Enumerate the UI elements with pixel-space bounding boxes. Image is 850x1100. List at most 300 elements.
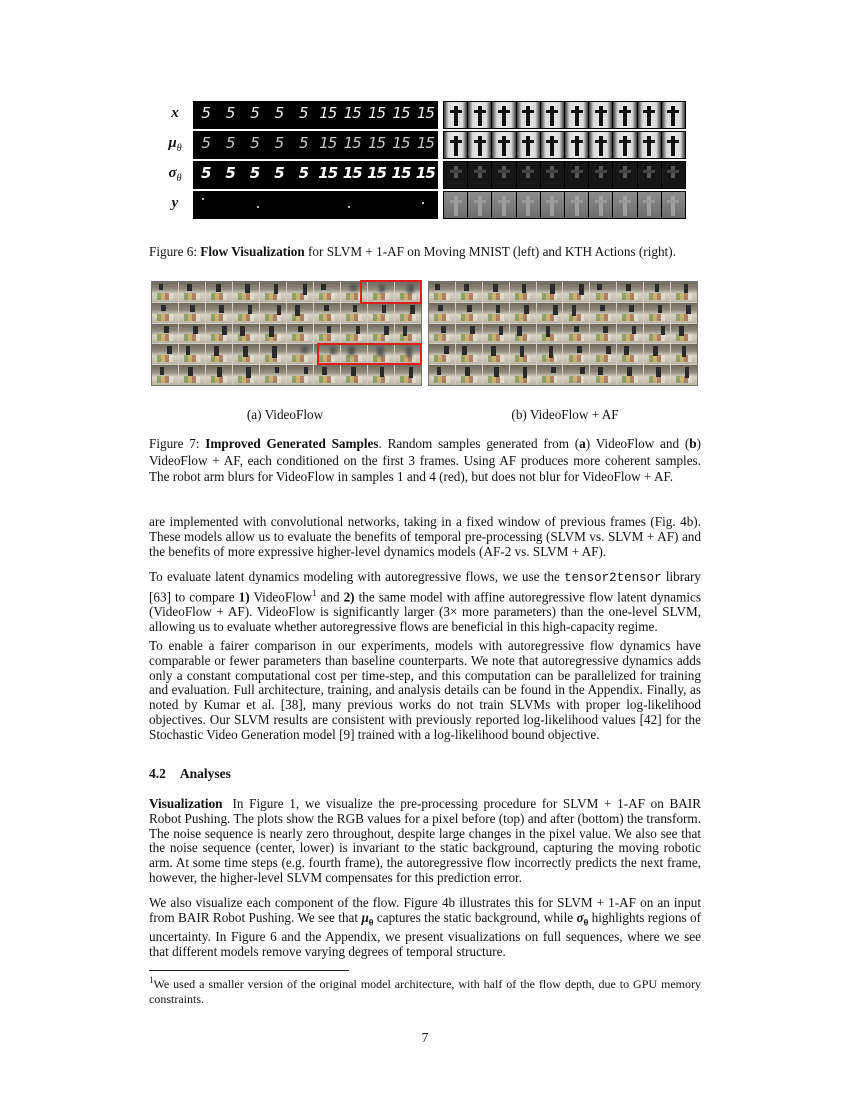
robot-arm bbox=[403, 326, 408, 336]
robot-arm bbox=[577, 346, 582, 353]
mnist-frame bbox=[243, 102, 266, 128]
sample-frame bbox=[152, 303, 178, 323]
robot-arm bbox=[382, 305, 387, 314]
kth-frame bbox=[517, 192, 540, 218]
digit-glyph: 5 bbox=[200, 164, 211, 182]
kth-frame bbox=[613, 102, 636, 128]
sample-frame bbox=[287, 365, 313, 385]
kth-frame bbox=[638, 162, 661, 188]
mnist-frame bbox=[414, 132, 437, 158]
digit-glyph: 5 bbox=[250, 134, 259, 152]
sample-frame bbox=[260, 282, 286, 302]
robot-arm bbox=[496, 305, 501, 314]
robot-arm bbox=[219, 305, 224, 314]
kth-frame bbox=[638, 102, 661, 128]
sample-frame bbox=[671, 365, 697, 385]
sample-frame bbox=[590, 282, 616, 302]
person-silhouette bbox=[599, 106, 603, 126]
sample-frame bbox=[483, 344, 509, 364]
robot-arm bbox=[553, 305, 558, 315]
robot-arm bbox=[353, 305, 358, 313]
kth-frame bbox=[517, 162, 540, 188]
person-arms bbox=[643, 140, 655, 143]
mnist-frame bbox=[194, 102, 217, 128]
robot-arm bbox=[491, 346, 496, 356]
kth-frame bbox=[468, 102, 491, 128]
robot-arm bbox=[653, 346, 658, 356]
person-arms bbox=[667, 200, 679, 203]
sample-frame bbox=[563, 303, 589, 323]
robot-arm bbox=[193, 326, 198, 334]
robot-arm bbox=[327, 326, 332, 333]
mnist-frame bbox=[389, 192, 412, 218]
person-silhouette bbox=[623, 136, 627, 156]
robot-arm bbox=[523, 367, 528, 378]
sample-frame bbox=[179, 282, 205, 302]
sample-frame bbox=[341, 365, 367, 385]
sample-frame bbox=[152, 282, 178, 302]
sample-frame bbox=[233, 344, 259, 364]
mnist-frame bbox=[414, 162, 437, 188]
row-label-x: x bbox=[171, 105, 179, 121]
sample-frame bbox=[314, 303, 340, 323]
person-arms bbox=[522, 170, 534, 173]
person-arms bbox=[619, 110, 631, 113]
kth-frame bbox=[492, 162, 515, 188]
digit-glyph: 5 bbox=[201, 104, 210, 122]
mnist-frame bbox=[267, 102, 290, 128]
robot-arm bbox=[356, 326, 361, 334]
sample-frame bbox=[206, 303, 232, 323]
robot-arm bbox=[661, 326, 666, 335]
robot-arm bbox=[465, 367, 470, 376]
videoflow-af-samples-grid bbox=[428, 281, 698, 386]
mnist-frame bbox=[218, 162, 241, 188]
person-arms bbox=[619, 140, 631, 143]
person-arms bbox=[498, 200, 510, 203]
robot-arm bbox=[380, 367, 385, 377]
robot-arm bbox=[214, 346, 219, 356]
sample-frame bbox=[179, 344, 205, 364]
digit-glyph: 15 bbox=[391, 164, 411, 182]
robot-arm bbox=[579, 284, 584, 295]
sample-frame bbox=[260, 365, 286, 385]
person-arms bbox=[474, 200, 486, 203]
mnist-frame bbox=[389, 162, 412, 188]
robot-arm bbox=[493, 284, 498, 292]
robot-arm bbox=[600, 305, 605, 312]
sample-frame bbox=[152, 324, 178, 344]
sample-frame bbox=[206, 365, 232, 385]
row-label-y: y bbox=[171, 195, 179, 211]
mnist-frame bbox=[365, 192, 388, 218]
sample-frame bbox=[179, 303, 205, 323]
robot-arm bbox=[216, 284, 221, 292]
sample-frame bbox=[368, 365, 394, 385]
robot-arm bbox=[470, 326, 475, 334]
digit-glyph: 15 bbox=[392, 104, 410, 122]
robot-arm bbox=[549, 346, 554, 358]
person-arms bbox=[498, 140, 510, 143]
robot-arm bbox=[550, 284, 555, 294]
mnist-frame bbox=[389, 132, 412, 158]
residual-dot bbox=[348, 206, 350, 208]
mnist-frame bbox=[292, 102, 315, 128]
sample-frame bbox=[537, 303, 563, 323]
digit-glyph: 5 bbox=[274, 134, 284, 152]
kth-frame bbox=[589, 102, 612, 128]
sample-frame bbox=[260, 303, 286, 323]
robot-arm bbox=[321, 284, 326, 290]
sample-frame bbox=[537, 324, 563, 344]
robot-arm bbox=[243, 346, 248, 357]
sample-frame bbox=[429, 282, 455, 302]
person-arms bbox=[643, 200, 655, 203]
kth-frame bbox=[444, 192, 467, 218]
kth-frame bbox=[541, 132, 564, 158]
robot-arm bbox=[190, 305, 195, 313]
sample-frame bbox=[617, 344, 643, 364]
robot-arm bbox=[679, 326, 684, 336]
robot-arm bbox=[303, 284, 308, 295]
person-arms bbox=[595, 170, 607, 173]
mnist-frame bbox=[243, 162, 266, 188]
person-arms bbox=[595, 110, 607, 113]
sample-frame bbox=[233, 282, 259, 302]
sample-frame bbox=[287, 324, 313, 344]
sample-frame bbox=[429, 324, 455, 344]
robot-arm bbox=[572, 305, 577, 316]
figure-6 bbox=[160, 98, 700, 218]
robot-arm bbox=[441, 326, 446, 333]
robot-arm bbox=[686, 305, 691, 315]
robot-arm bbox=[304, 367, 309, 374]
person-arms bbox=[450, 140, 462, 143]
mnist-frame bbox=[292, 132, 315, 158]
digit-glyph: 15 bbox=[319, 104, 337, 122]
sample-frame bbox=[537, 282, 563, 302]
mnist-frame bbox=[194, 132, 217, 158]
robot-arm bbox=[598, 367, 603, 375]
person-arms bbox=[667, 140, 679, 143]
sample-frame bbox=[152, 344, 178, 364]
sample-frame bbox=[314, 282, 340, 302]
sample-frame bbox=[287, 303, 313, 323]
person-arms bbox=[667, 110, 679, 113]
sample-frame bbox=[287, 344, 313, 364]
person-silhouette bbox=[671, 136, 675, 156]
robot-arm bbox=[462, 346, 467, 355]
sample-frame bbox=[563, 282, 589, 302]
digit-glyph: 15 bbox=[392, 134, 410, 152]
person-arms bbox=[474, 110, 486, 113]
digit-glyph: 15 bbox=[343, 104, 361, 122]
sample-frame bbox=[590, 303, 616, 323]
blur-highlight-sample-4 bbox=[317, 343, 422, 365]
robot-arm bbox=[655, 284, 660, 292]
kth-frame bbox=[613, 162, 636, 188]
sample-frame bbox=[206, 324, 232, 344]
robot-arm bbox=[494, 367, 499, 377]
robot-arm bbox=[324, 305, 329, 312]
kth-frame bbox=[638, 132, 661, 158]
figure-7-caption: Figure 7: Improved Generated Samples. Random samples generated from (a) VideoFlow and (b) VideoFlow + AF, each conditioned on the first 3 frames. Using AF produces more coherent samples. The robot arm blurs for VideoFlow in samples 1 and 4 (red), but does not blur for VideoFlow + AF. bbox=[149, 436, 701, 484]
robot-arm bbox=[580, 367, 585, 374]
person-arms bbox=[450, 110, 462, 113]
robot-arm bbox=[160, 367, 165, 375]
person-arms bbox=[595, 140, 607, 143]
sample-frame bbox=[368, 324, 394, 344]
person-arms bbox=[546, 200, 558, 203]
robot-arm bbox=[187, 284, 192, 291]
sample-frame bbox=[314, 324, 340, 344]
robot-arm bbox=[444, 346, 449, 354]
paragraph-visualization: Visualization In Figure 1, we visualize the pre-processing procedure for SLVM + 1-AF on BAIR Robot Pushing. The plots show the RGB values for a pixel before (top) and after (bottom) the transform. The noise sequence is nearly zero throughout, despite large changes in the pixel value. We also see that the noise sequence (center, lower) is invariant to the static background, capturing the moving robotic arm. At some time steps (e.g. fourth frame), the autoregressive flow incorrectly predicts the next frame, however, the higher-level SLVM compensates for this prediction error. bbox=[149, 796, 701, 885]
robot-arm bbox=[656, 367, 661, 377]
mnist-frame bbox=[316, 102, 339, 128]
person-silhouette bbox=[623, 106, 627, 126]
robot-arm bbox=[409, 367, 414, 378]
person-silhouette bbox=[478, 136, 482, 156]
robot-arm bbox=[551, 367, 556, 373]
robot-arm bbox=[351, 367, 356, 376]
person-silhouette bbox=[599, 136, 603, 156]
sample-frame bbox=[429, 344, 455, 364]
mnist-frame bbox=[340, 192, 363, 218]
kth-frame bbox=[541, 162, 564, 188]
robot-arm bbox=[467, 305, 472, 313]
sample-frame bbox=[671, 344, 697, 364]
digit-glyph: 15 bbox=[319, 134, 337, 152]
mnist-frame bbox=[267, 192, 290, 218]
mnist-frame bbox=[414, 192, 437, 218]
sample-frame bbox=[456, 303, 482, 323]
robot-arm bbox=[164, 326, 169, 333]
kth-frame bbox=[492, 102, 515, 128]
kth-frame bbox=[589, 192, 612, 218]
person-arms bbox=[522, 110, 534, 113]
robot-arm bbox=[627, 367, 632, 376]
paragraph-1: are implemented with convolutional networks, taking in a fixed window of previous frames (Fig. 4b). These models allow us to evaluate the benefits of temporal pre-processing (SLVM vs. SLVM + AF) and the benefits of more expressive higher-level dynamics models (AF-2 vs. SLVM + AF). bbox=[149, 514, 701, 559]
robot-arm bbox=[606, 346, 611, 354]
robot-arm bbox=[597, 284, 602, 290]
person-arms bbox=[643, 170, 655, 173]
kth-frame bbox=[613, 132, 636, 158]
kth-frame bbox=[492, 192, 515, 218]
person-arms bbox=[546, 110, 558, 113]
robot-arm bbox=[682, 346, 687, 357]
digit-glyph: 5 bbox=[225, 104, 235, 122]
person-arms bbox=[498, 170, 510, 173]
person-arms bbox=[450, 200, 462, 203]
sample-frame bbox=[510, 282, 536, 302]
robot-arm bbox=[520, 346, 525, 357]
person-silhouette bbox=[575, 106, 579, 126]
sample-frame bbox=[510, 365, 536, 385]
mnist-frame bbox=[365, 132, 388, 158]
person-arms bbox=[546, 170, 558, 173]
robot-arm bbox=[246, 367, 251, 378]
mnist-frame bbox=[194, 192, 217, 218]
person-arms bbox=[450, 170, 462, 173]
mnist-sigma-strip bbox=[193, 161, 438, 189]
footnote-rule bbox=[149, 970, 349, 971]
kth-frame bbox=[565, 192, 588, 218]
digit-glyph: 15 bbox=[368, 134, 386, 152]
sample-frame bbox=[206, 344, 232, 364]
robot-arm bbox=[167, 346, 172, 354]
sample-frame bbox=[644, 324, 670, 344]
person-silhouette bbox=[502, 136, 506, 156]
robot-arm bbox=[245, 284, 250, 293]
digit-glyph: 15 bbox=[416, 134, 434, 152]
sample-frame bbox=[590, 344, 616, 364]
robot-arm bbox=[222, 326, 227, 335]
footnote: $^1$We used a smaller version of the original model architecture, with half of the flow depth, due to GPU memory constraints. bbox=[149, 975, 701, 1006]
sample-frame bbox=[233, 303, 259, 323]
sample-frame bbox=[563, 324, 589, 344]
robot-arm bbox=[410, 305, 415, 315]
digit-glyph: 5 bbox=[299, 104, 308, 122]
robot-arm bbox=[524, 305, 529, 315]
digit-glyph: 15 bbox=[368, 104, 386, 122]
sample-frame bbox=[483, 365, 509, 385]
mnist-frame bbox=[218, 132, 241, 158]
robot-arm bbox=[438, 305, 443, 312]
kth-frame bbox=[517, 132, 540, 158]
person-silhouette bbox=[575, 136, 579, 156]
page-number: 7 bbox=[421, 1030, 429, 1045]
mnist-frame bbox=[316, 162, 339, 188]
robot-arm bbox=[517, 326, 522, 336]
person-arms bbox=[619, 200, 631, 203]
mnist-frame bbox=[218, 102, 241, 128]
person-silhouette bbox=[454, 196, 458, 216]
person-arms bbox=[474, 140, 486, 143]
sample-frame bbox=[644, 365, 670, 385]
kth-y-strip bbox=[443, 191, 686, 219]
robot-arm bbox=[464, 284, 469, 291]
robot-arm bbox=[269, 326, 274, 337]
person-arms bbox=[571, 200, 583, 203]
sample-frame bbox=[483, 324, 509, 344]
sample-frame bbox=[233, 324, 259, 344]
person-silhouette bbox=[550, 106, 554, 126]
sample-frame bbox=[260, 344, 286, 364]
section-heading: 4.2 Analyses bbox=[149, 766, 231, 781]
kth-frame bbox=[444, 162, 467, 188]
sample-frame bbox=[671, 282, 697, 302]
kth-frame bbox=[468, 132, 491, 158]
robot-arm bbox=[272, 346, 277, 358]
kth-frame bbox=[662, 192, 685, 218]
sample-frame bbox=[179, 324, 205, 344]
digit-glyph: 5 bbox=[274, 164, 284, 182]
sample-frame bbox=[429, 365, 455, 385]
sample-frame bbox=[671, 303, 697, 323]
person-silhouette bbox=[478, 196, 482, 216]
sample-frame bbox=[537, 365, 563, 385]
sample-frame bbox=[456, 282, 482, 302]
digit-glyph: 5 bbox=[225, 134, 235, 152]
kth-frame bbox=[638, 192, 661, 218]
sample-frame bbox=[590, 365, 616, 385]
person-silhouette bbox=[647, 196, 651, 216]
robot-arm bbox=[217, 367, 222, 377]
mnist-frame bbox=[194, 162, 217, 188]
mnist-y-strip bbox=[193, 191, 438, 219]
kth-frame bbox=[662, 162, 685, 188]
robot-arm bbox=[275, 367, 280, 373]
mnist-frame bbox=[243, 132, 266, 158]
mnist-frame bbox=[243, 192, 266, 218]
paragraph-3: To enable a fairer comparison in our experiments, models with autoregressive flow dynamics have comparable or fewer parameters than baseline counterparts. We note that autoregressive dynamics adds only a constant computational cost per time-step, and this computation can be parallelized for training and evaluation. Full architecture, training, and analysis details can be found in the Appendix. Finally, as noted by Kumar et al. [38], many previous works do not train SLVMs with proper log-likelihood objectives. Our SLVM results are consistent with previously reported log-likelihood values [42] for the Stochastic Video Generation model [9] trained with a log-likelihood bound objective. bbox=[149, 638, 701, 742]
sample-frame bbox=[260, 324, 286, 344]
kth-frame bbox=[589, 162, 612, 188]
person-arms bbox=[474, 170, 486, 173]
sample-frame bbox=[456, 324, 482, 344]
mnist-frame bbox=[267, 132, 290, 158]
digit-glyph: 15 bbox=[416, 104, 434, 122]
robot-arm bbox=[522, 284, 527, 293]
sample-frame bbox=[314, 365, 340, 385]
sample-frame bbox=[510, 303, 536, 323]
kth-frame bbox=[492, 132, 515, 158]
robot-arm bbox=[295, 305, 300, 316]
robot-arm bbox=[384, 326, 389, 335]
person-silhouette bbox=[526, 106, 530, 126]
mnist-frame bbox=[292, 162, 315, 188]
person-arms bbox=[498, 110, 510, 113]
residual-dot bbox=[202, 198, 204, 200]
mnist-frame bbox=[267, 162, 290, 188]
kth-frame bbox=[565, 102, 588, 128]
sample-frame bbox=[152, 365, 178, 385]
person-silhouette bbox=[575, 196, 579, 216]
sample-frame bbox=[395, 303, 421, 323]
robot-arm bbox=[603, 326, 608, 333]
kth-sigma-strip bbox=[443, 161, 686, 189]
person-arms bbox=[619, 170, 631, 173]
person-silhouette bbox=[526, 196, 530, 216]
mnist-frame bbox=[316, 192, 339, 218]
robot-arm bbox=[546, 326, 551, 337]
person-silhouette bbox=[671, 106, 675, 126]
person-silhouette bbox=[623, 196, 627, 216]
sample-frame bbox=[617, 365, 643, 385]
robot-arm bbox=[350, 284, 357, 291]
digit-glyph: 5 bbox=[225, 164, 235, 182]
person-silhouette bbox=[671, 196, 675, 216]
robot-arm bbox=[629, 305, 634, 313]
sample-frame bbox=[483, 303, 509, 323]
sample-frame bbox=[644, 303, 670, 323]
kth-frame bbox=[662, 132, 685, 158]
person-silhouette bbox=[478, 106, 482, 126]
person-silhouette bbox=[647, 136, 651, 156]
mnist-frame bbox=[389, 102, 412, 128]
digit-glyph: 15 bbox=[367, 164, 386, 182]
robot-arm bbox=[435, 284, 440, 290]
robot-arm bbox=[574, 326, 579, 332]
digit-glyph: 5 bbox=[298, 164, 309, 182]
sample-frame bbox=[510, 344, 536, 364]
person-silhouette bbox=[454, 106, 458, 126]
person-arms bbox=[546, 140, 558, 143]
digit-glyph: 5 bbox=[250, 104, 259, 122]
person-arms bbox=[571, 170, 583, 173]
person-arms bbox=[522, 200, 534, 203]
